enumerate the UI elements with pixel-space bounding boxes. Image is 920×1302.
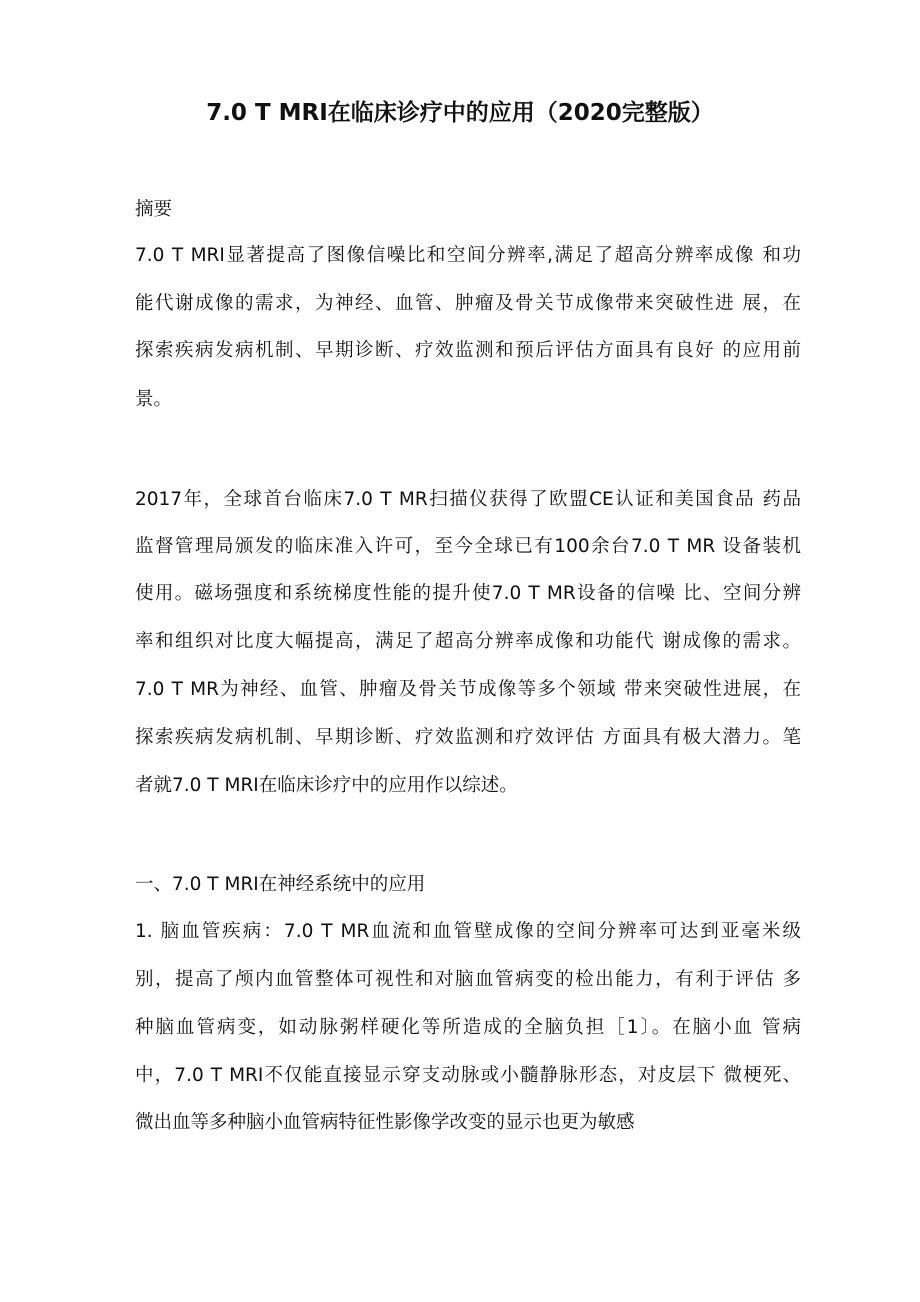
intro-line: 监督管理局颁发的临床准入许可，至今全球已有100余台7.0 T MR 设备装机 (135, 536, 801, 557)
abstract-line: 能代谢成像的需求，为神经、血管、肿瘤及骨关节成像带来突破性进 展，在 (135, 293, 801, 314)
intro-line: 率和组织对比度大幅提高，满足了超高分辨率成像和功能代 谢成像的需求。 (135, 631, 801, 652)
section-line: 种脑血管病变，如动脉粥样硬化等所造成的全脑负担［1〕。在脑小血 管病 (135, 1017, 801, 1038)
abstract-heading: 摘要 (135, 199, 173, 220)
section-line: 微出血等多种脑小血管病特征性影像学改变的显示也更为敏感 (135, 1112, 635, 1133)
page-title: 7.0 T MRI在临床诊疗中的应用（2020完整版） (206, 100, 714, 126)
abstract-line: 景。 (135, 389, 173, 410)
section-heading: 一、7.0 T MRI在神经系统中的应用 (135, 874, 426, 895)
abstract-line: 7.0 T MRI显著提高了图像信噪比和空间分辨率,满足了超高分辨率成像 和功 (135, 245, 801, 266)
intro-line: 者就7.0 T MRI在临床诊疗中的应用作以综述。 (135, 775, 518, 796)
section-line: 别，提高了颅内血管整体可视性和对脑血管病变的检出能力，有利于评估 多 (135, 969, 801, 990)
intro-line: 探索疾病发病机制、早期诊断、疗效监测和疗效评估 方面具有极大潜力。笔 (135, 727, 801, 748)
intro-line: 2017年，全球首台临床7.0 T MR扫描仪获得了欧盟CE认证和美国食品 药品 (135, 489, 801, 510)
section-line: 中，7.0 T MRI不仅能直接显示穿支动脉或小髓静脉形态，对皮层下 微梗死、 (135, 1065, 801, 1086)
intro-line: 使用。磁场强度和系统梯度性能的提升使7.0 T MR设备的信噪 比、空间分辨 (135, 583, 801, 604)
intro-line: 7.0 T MR为神经、血管、肿瘤及骨关节成像等多个领域 带来突破性进展，在 (135, 679, 801, 700)
section-line: 1. 脑血管疾病：7.0 T MR血流和血管壁成像的空间分辨率可达到亚毫米级 (135, 921, 801, 942)
abstract-line: 探索疾病发病机制、早期诊断、疗效监测和预后评估方面具有良好 的应用前 (135, 340, 801, 361)
